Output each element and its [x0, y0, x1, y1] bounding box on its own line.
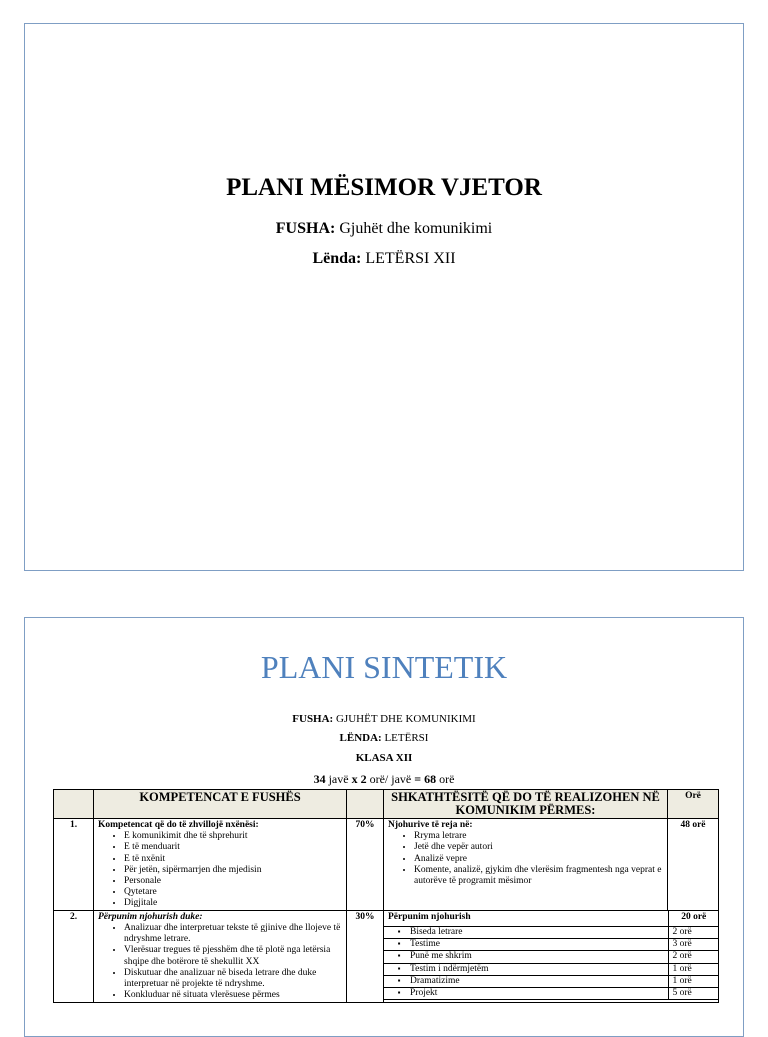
activity-row	[384, 963, 719, 975]
cover-page	[24, 23, 744, 571]
list-item: • Qytetare	[124, 887, 342, 898]
list-item: • Diskutuar dhe analizuar në biseda letrare dhe duke interpretuar në projekte të ndryshme.	[124, 968, 342, 990]
activity-name: ▪ Dramatizime	[384, 975, 668, 987]
list-item: • Analizë vepre	[414, 854, 663, 865]
list-item: • Komente, analizë, gjykim dhe vlerësim fragmentesh nga veprat e autorëve të programit mësimor	[414, 865, 663, 887]
field-value: GJUHËT DHE KOMUNIKIMI	[333, 713, 476, 725]
competencies-heading: Përpunim njohurish duke:	[98, 912, 203, 923]
list-item: • Personale	[124, 876, 342, 887]
row-number: 2.	[54, 911, 94, 1003]
weeks-unit: javë	[325, 772, 352, 786]
list-item: • Konkluduar në situata vlerësuese përmes	[124, 990, 342, 1001]
activity-row	[384, 975, 719, 987]
activity-name: ▪ Punë me shkrim	[384, 951, 668, 963]
table-header-row	[54, 790, 719, 819]
competencies-heading: Kompetencat që do të zhvillojë nxënësi:	[98, 820, 259, 831]
competencies-list	[98, 831, 342, 909]
weekly-hours-line	[25, 772, 743, 787]
percent-cell: 30%	[347, 911, 384, 1003]
activities-table	[384, 911, 719, 1000]
field-label: FUSHA:	[275, 220, 336, 237]
activity-row	[384, 939, 719, 951]
subject-label: LËNDA:	[339, 732, 382, 744]
activity-name: ▪ Projekt	[384, 987, 668, 999]
field-line	[25, 220, 743, 238]
skills-list	[388, 831, 663, 887]
row-number: 1.	[54, 819, 94, 911]
activities-cell	[384, 911, 719, 1003]
competencies-cell	[94, 819, 347, 911]
activity-row	[384, 987, 719, 999]
activity-hours: 1 orë	[668, 963, 719, 975]
subject-value: LETËRSI XII	[361, 250, 456, 267]
hours-per-week: x 2	[351, 772, 367, 786]
subject-line	[25, 732, 743, 744]
skills-heading: Njohurive të reja në:	[388, 820, 473, 831]
hours-cell: 48 orë	[668, 819, 719, 911]
subject-line	[25, 250, 743, 268]
activity-hours: 3 orë	[668, 939, 719, 951]
competency-table	[53, 789, 719, 1003]
list-item: • E komunikimit dhe të shprehurit	[124, 831, 342, 842]
header-number	[54, 790, 94, 819]
table-row	[54, 911, 719, 1003]
weeks-count: 34	[313, 772, 326, 786]
subject-value: LETËRSI	[381, 732, 429, 744]
header-skills: SHKATHTËSITË QË DO TË REALIZOHEN NË KOMUNIKIM PËRMES:	[384, 790, 668, 819]
list-item: • E të nxënit	[124, 854, 342, 865]
list-item: • Vlerësuar tregues të pjesshëm dhe të plotë nga letërsia shqipe dhe botërore të shekullit XX	[124, 945, 342, 967]
activities-total-hours: 20 orë	[668, 911, 719, 927]
header-hours: Orë	[668, 790, 719, 819]
field-line	[25, 713, 743, 725]
activity-name: ▪ Testime	[384, 939, 668, 951]
activity-row	[384, 927, 719, 939]
field-label: FUSHA:	[292, 713, 334, 725]
total-hours: = 68	[414, 772, 437, 786]
synthetic-plan-title: PLANI SINTETIK	[260, 649, 508, 685]
synthetic-plan-page	[24, 617, 744, 1037]
table-row	[54, 819, 719, 911]
list-item: • Rryma letrare	[414, 831, 663, 842]
document-title: PLANI MËSIMOR VJETOR	[226, 174, 542, 201]
header-percent	[347, 790, 384, 819]
list-item: • Jetë dhe vepër autori	[414, 842, 663, 853]
competencies-cell	[94, 911, 347, 1003]
total-hours-unit: orë	[436, 772, 455, 786]
list-item: • Analizuar dhe interpretuar tekste të gjinive dhe llojeve të ndryshme letrare.	[124, 923, 342, 945]
class-line: KLASA XII	[355, 752, 413, 764]
activities-header-row	[384, 911, 719, 927]
activity-row	[384, 951, 719, 963]
list-item: • Digjitale	[124, 898, 342, 909]
competencies-list	[98, 923, 342, 1001]
activity-hours: 2 orë	[668, 927, 719, 939]
activity-hours: 5 orë	[668, 987, 719, 999]
activity-name: ▪ Biseda letrare	[384, 927, 668, 939]
activities-heading: Përpunim njohurish	[384, 911, 668, 927]
percent-cell: 70%	[347, 819, 384, 911]
list-item: • Për jetën, sipërmarrjen dhe mjedisin	[124, 865, 342, 876]
activity-hours: 2 orë	[668, 951, 719, 963]
subject-label: Lënda:	[312, 250, 362, 267]
hours-per-week-unit: orë/ javë	[366, 772, 415, 786]
skills-cell	[384, 819, 668, 911]
activity-hours: 1 orë	[668, 975, 719, 987]
header-competencies: KOMPETENCAT E FUSHËS	[94, 790, 347, 819]
list-item: • E të menduarit	[124, 842, 342, 853]
activity-name: ▪ Testim i ndërmjetëm	[384, 963, 668, 975]
field-value: Gjuhët dhe komunikimi	[335, 220, 493, 237]
